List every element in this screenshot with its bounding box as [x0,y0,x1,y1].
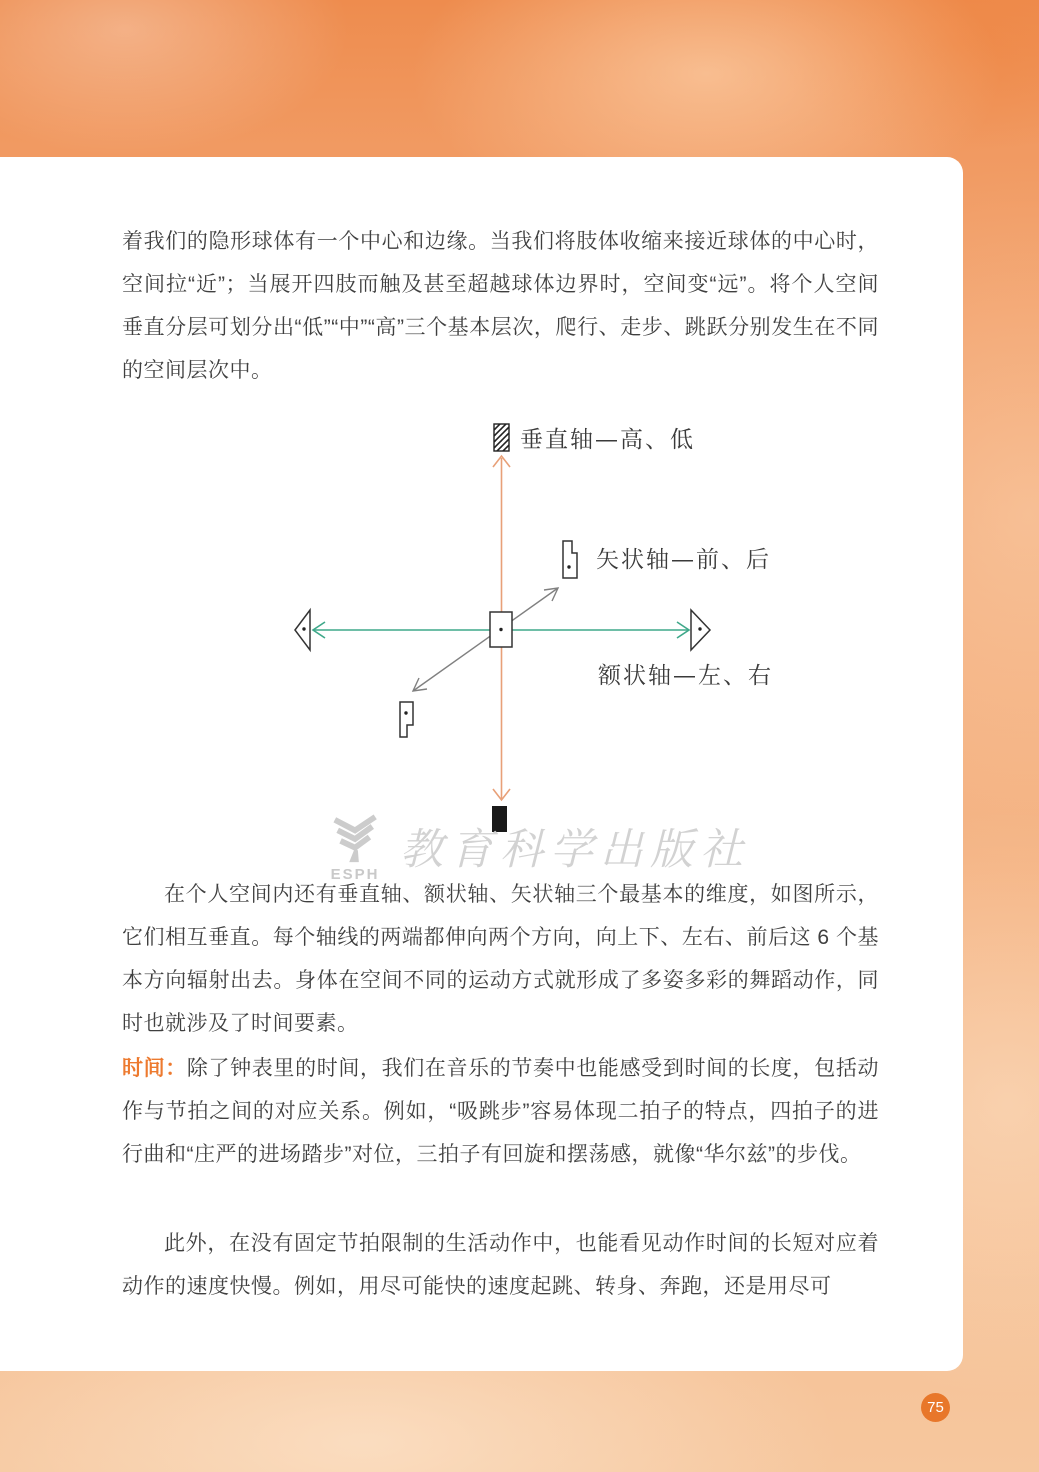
sagittal-axis-label: 矢状轴—前、后 [596,547,771,573]
left-direction-marker [295,610,310,650]
back-direction-marker [400,702,413,737]
page-number-badge [921,1393,950,1422]
frontal-axis-label: 额状轴—左、右 [598,663,773,689]
front-direction-marker [563,541,577,578]
sagittal-axis [413,588,558,691]
paragraph-space-levels: 着我们的隐形球体有一个中心和边缘。当我们将肢体收缩来接近球体的中心时，空间拉“近”；当展开四肢而触及甚至超越球体边界时，空间变“远”。将个人空间垂直分层可划分出“低”“中”“高”三个基本层次，爬行、走步、跳跃分别发生在不同的空间层次中。 [122,230,879,382]
right-direction-marker [691,610,710,650]
time-lead-label: 时间： [122,1057,187,1080]
center-body-marker [490,612,512,647]
axes-diagram [280,410,780,870]
paragraph-axes: 在个人空间内还有垂直轴、额状轴、矢状轴三个最基本的维度，如图所示，它们相互垂直。每个轴线的两端都伸向两个方向，向上下、左右、前后这 6 个基本方向辐射出去。身体在空间不同的运动方式就形成了多姿多彩的舞蹈动作，同时也就涉及了时间要素。 [122,883,879,1035]
page-number: 75 [927,1399,944,1416]
vertical-axis-label: 垂直轴—高、低 [520,427,695,453]
esph-logo-text: ESPH [330,866,380,883]
low-level-marker [492,806,507,832]
paragraph-tempo: 此外，在没有固定节拍限制的生活动作中，也能看见动作时间的长短对应着动作的速度快慢。例如，用尽可能快的速度起跳、转身、奔跑，还是用尽可 [122,1232,879,1298]
paragraph-time [122,1047,879,1176]
content-card [0,157,963,1371]
time-paragraph-text: 除了钟表里的时间，我们在音乐的节奏中也能感受到时间的长度，包括动作与节拍之间的对应关系。例如，“吸跳步”容易体现二拍子的特点，四拍子的进行曲和“庄严的进场踏步”对位，三拍子有回旋和摆荡感，就像“华尔兹”的步伐。 [122,1057,880,1166]
publisher-name: 教育科学出版社 [400,825,750,875]
high-level-marker [494,424,509,451]
